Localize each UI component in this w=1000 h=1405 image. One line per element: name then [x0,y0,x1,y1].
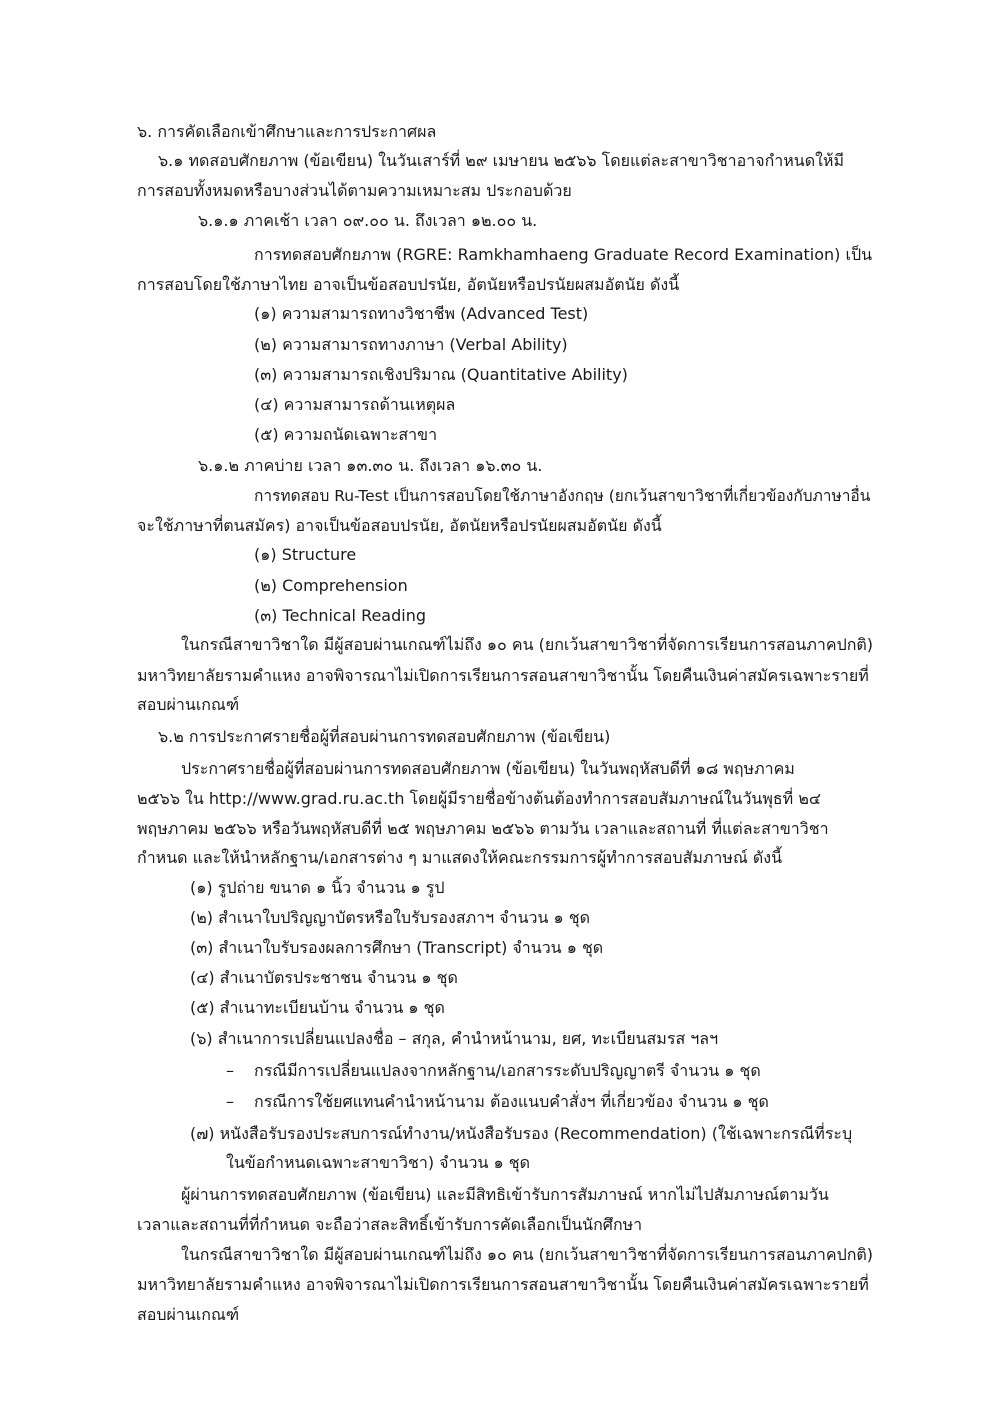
doc-item: (๑) รูปถ่าย ขนาด ๑ นิ้ว จำนวน ๑ รูป [190,878,445,897]
afternoon-desc2: จะใช้ภาษาที่ตนสมัคร) อาจเป็นข้อสอบปรนัย, อัตนัยหรือปรนัยผสมอัตนัย ดังนี้ [137,516,662,535]
s61-note3: สอบผ่านเกณฑ์ [137,695,240,714]
doc-item: (๔) สำเนาบัตรประชาชน จำนวน ๑ ชุด [190,968,458,987]
afternoon-item: (๑) Structure [254,545,357,564]
doc-item: (๕) สำเนาทะเบียนบ้าน จำนวน ๑ ชุด [190,998,445,1017]
afternoon-item: (๒) Comprehension [254,576,408,595]
dash-bullet: – [226,1061,234,1080]
s61-note2: มหาวิทยาลัยรามคำแหง อาจพิจารณาไม่เปิดการเรียนการสอนสาขาวิชานั้น โดยคืนเงินค่าสมัครเฉพาะรายที่ [137,666,869,685]
s61-line1: ๖.๑ ทดสอบศักยภาพ (ข้อเขียน) ในวันเสาร์ที่ ๒๙ เมษายน ๒๕๖๖ โดยแต่ละสาขาวิชาอาจกำหนดให้มี [158,151,845,170]
doc-item: (๓) สำเนาใบรับรองผลการศึกษา (Transcript) จำนวน ๑ ชุด [190,938,604,957]
pass-note2: เวลาและสถานที่ที่กำหนด จะถือว่าสละสิทธิ์เข้ารับการคัดเลือกเป็นนักศึกษา [137,1215,643,1234]
morning-item: (๕) ความถนัดเฉพาะสาขา [254,425,438,444]
s62-title: ๖.๒ การประกาศรายชื่อผู้ที่สอบผ่านการทดสอบศักยภาพ (ข้อเขียน) [158,727,611,746]
subdoc-text: กรณีมีการเปลี่ยนแปลงจากหลักฐาน/เอกสารระดับปริญญาตรี จำนวน ๑ ชุด [254,1061,761,1080]
pass-note1: ผู้ผ่านการทดสอบศักยภาพ (ข้อเขียน) และมีสิทธิเข้ารับการสัมภาษณ์ หากไม่ไปสัมภาษณ์ตามวัน [181,1185,829,1204]
s62-note2: มหาวิทยาลัยรามคำแหง อาจพิจารณาไม่เปิดการเรียนการสอนสาขาวิชานั้น โดยคืนเงินค่าสมัครเฉพาะรายที่ [137,1275,869,1294]
subdoc-item [226,1060,761,1082]
afternoon-desc1: การทดสอบ Ru-Test เป็นการสอบโดยใช้ภาษาอังกฤษ (ยกเว้นสาขาวิชาที่เกี่ยวข้องกับภาษาอื่น [254,487,871,505]
morning-desc2: การสอบโดยใช้ภาษาไทย อาจเป็นข้อสอบปรนัย, อัตนัยหรือปรนัยผสมอัตนัย ดังนี้ [137,275,680,294]
section-heading: ๖. การคัดเลือกเข้าศึกษาและการประกาศผล [137,122,437,141]
s62-note3: สอบผ่านเกณฑ์ [137,1305,240,1324]
morning-item: (๑) ความสามารถทางวิชาชีพ (Advanced Test) [254,304,589,323]
doc-item: (๒) สำเนาใบปริญญาบัตรหรือใบรับรองสภาฯ จำนวน ๑ ชุด [190,908,591,927]
subdoc-text: กรณีการใช้ยศแทนคำนำหน้านาม ต้องแนบคำสั่งฯ ที่เกี่ยวข้อง จำนวน ๑ ชุด [254,1092,769,1111]
dash-bullet: – [226,1092,234,1111]
morning-item: (๔) ความสามารถด้านเหตุผล [254,395,456,414]
s62-p1: ประกาศรายชื่อผู้ที่สอบผ่านการทดสอบศักยภาพ (ข้อเขียน) ในวันพฤหัสบดีที่ ๑๘ พฤษภาคม [181,759,795,778]
morning-title: ๖.๑.๑ ภาคเช้า เวลา ๐๙.๐๐ น. ถึงเวลา ๑๒.๐๐ น. [198,211,538,230]
s62-p3: พฤษภาคม ๒๕๖๖ หรือวันพฤหัสบดีที่ ๒๕ พฤษภาคม ๒๕๖๖ ตามวัน เวลาและสถานที่ ที่แต่ละสาขาวิชา [137,819,829,838]
s62-note1: ในกรณีสาขาวิชาใด มีผู้สอบผ่านเกณฑ์ไม่ถึง ๑๐ คน (ยกเว้นสาขาวิชาที่จัดการเรียนการสอนภาคปกติ) [181,1245,874,1264]
doc-item-7b: ในข้อกำหนดเฉพาะสาขาวิชา) จำนวน ๑ ชุด [226,1153,530,1172]
doc-item: (๖) สำเนาการเปลี่ยนแปลงชื่อ – สกุล, คำนำหน้านาม, ยศ, ทะเบียนสมรส ฯลฯ [190,1029,719,1048]
s62-p4: กำหนด และให้นำหลักฐาน/เอกสารต่าง ๆ มาแสดงให้คณะกรรมการผู้ทำการสอบสัมภาษณ์ ดังนี้ [137,848,783,867]
s61-note1: ในกรณีสาขาวิชาใด มีผู้สอบผ่านเกณฑ์ไม่ถึง ๑๐ คน (ยกเว้นสาขาวิชาที่จัดการเรียนการสอนภาคปกติ) [181,635,874,654]
afternoon-item: (๓) Technical Reading [254,606,427,625]
s61-line2: การสอบทั้งหมดหรือบางส่วนได้ตามความเหมาะสม ประกอบด้วย [137,181,572,200]
morning-item: (๒) ความสามารถทางภาษา (Verbal Ability) [254,335,568,354]
afternoon-title: ๖.๑.๒ ภาคบ่าย เวลา ๑๓.๓๐ น. ถึงเวลา ๑๖.๓๐ น. [198,456,543,475]
morning-item: (๓) ความสามารถเชิงปริมาณ (Quantitative Ability) [254,365,628,384]
s62-p2: ๒๕๖๖ ใน http://www.grad.ru.ac.th โดยผู้มีรายชื่อข้างต้นต้องทำการสอบสัมภาษณ์ในวันพุธที่ ๒๔ [137,789,821,808]
morning-desc1: การทดสอบศักยภาพ (RGRE: Ramkhamhaeng Graduate Record Examination) เป็น [254,245,873,264]
subdoc-item [226,1091,769,1113]
doc-item-7a: (๗) หนังสือรับรองประสบการณ์ทำงาน/หนังสือรับรอง (Recommendation) (ใช้เฉพาะกรณีที่ระบุ [190,1124,853,1143]
